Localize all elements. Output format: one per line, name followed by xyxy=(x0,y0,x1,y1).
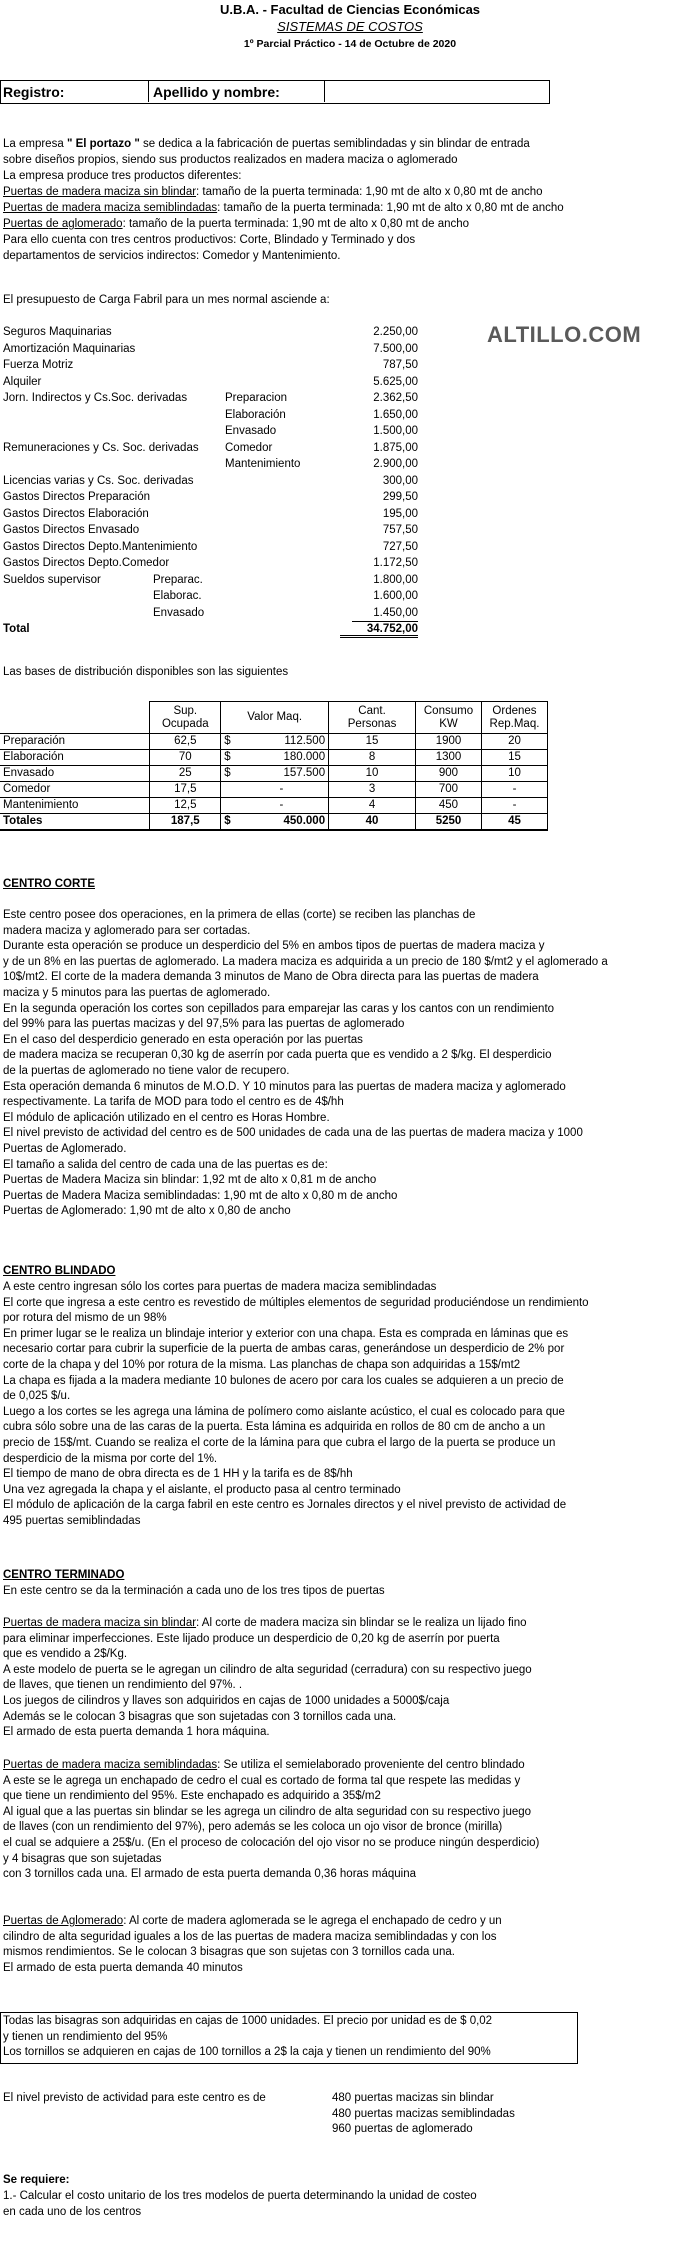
corte-line: de madera maciza se recuperan 0,30 kg de aserrín por cada puerta que es vendido a 2 $/kg. El desperdicio xyxy=(3,1049,552,1062)
blindado-line: En primer lugar se le realiza un blindaje interior y exterior con una chapa. Esta es comprada en láminas que es xyxy=(3,1327,569,1340)
blindado-line: La chapa es fijada a la madera mediante 10 bulones de acero por cara los cuales se adquieren a un precio de xyxy=(3,1374,564,1387)
corte-line: El nivel previsto de actividad del centro es de 500 unidades de cada una de las puertas de madera maciza y 1000 xyxy=(3,1127,583,1140)
product-name: Puertas de Aglomerado xyxy=(3,1915,124,1927)
intro-line: La empresa produce tres productos diferentes: xyxy=(3,170,242,182)
terminado-p2-line: con 3 tornillos cada una. El armado de esta puerta demanda 0,36 horas máquina xyxy=(3,1868,416,1881)
cell-kw: 5250 xyxy=(416,814,482,831)
blindado-line: precio de 15$/mt. Cuando se realiza el corte de la lámina para que cubra el largo de la puerta se produce un xyxy=(3,1437,556,1449)
cell-sup: 62,5 xyxy=(150,734,221,750)
blindado-line: Una vez agregada la chapa y el aislante, el producto pasa al centro terminado xyxy=(3,1483,401,1496)
corte-line: de la puertas de aglomerado no tiene valor de recupero. xyxy=(3,1065,290,1077)
corte-line: Puertas de Madera Maciza sin blindar: 1,92 mt de alto x 0,81 m de ancho xyxy=(3,1174,377,1187)
budget-concept: Fuerza Motriz xyxy=(3,359,74,371)
blindado-line: Luego a los cortes se les agrega una lámina de polímero como aislante acústico, el cual es colocado para que xyxy=(3,1405,565,1418)
budget-value: 787,50 xyxy=(382,359,418,371)
box-line: Los tornillos se adquieren en cajas de 100 tornillos a 2$ la caja y tienen un rendimiento del 90% xyxy=(3,2046,491,2059)
blindado-line: desperdicio de la misma por corte del 1%. xyxy=(3,1452,218,1465)
cell-ord: 15 xyxy=(481,750,547,766)
budget-subconcept: Envasado xyxy=(153,606,205,619)
cell-ord: - xyxy=(481,798,547,814)
cell-kw: 1300 xyxy=(416,750,482,766)
cell-cur: $ xyxy=(221,734,235,750)
budget-value: 1.650,00 xyxy=(373,408,418,421)
budget-value: 2.250,00 xyxy=(373,326,418,338)
budget-total-value: 34.752,00 xyxy=(340,623,418,638)
blindado-line: cubra sólo sobre una de las caras de la puerta. Esta lámina es adquirida en rollos de 80 cm de ancho a un xyxy=(3,1421,546,1434)
blindado-line: A este centro ingresan sólo los cortes para puertas de madera maciza semiblindadas xyxy=(3,1281,437,1293)
cell-kw: 1900 xyxy=(416,734,482,750)
company-name: " El portazo " xyxy=(66,138,140,150)
table-row xyxy=(0,750,548,766)
budget-subconcept: Preparac. xyxy=(153,573,203,586)
table-row xyxy=(0,782,548,798)
cell-val: - xyxy=(235,798,329,814)
corte-line: respectivamente. La tarifa de MOD para todo el centro es de 4$/hh xyxy=(3,1096,344,1109)
cell-kw: 700 xyxy=(416,782,482,798)
terminado-p1-first xyxy=(3,1617,527,1629)
blindado-line: necesario cortar para cubrir la superficie de la puerta de ambas caras, generándose un desperdicio de 2% por xyxy=(3,1343,565,1356)
budget-concept: Seguros Maquinarias xyxy=(3,326,112,338)
course-title: SISTEMAS DE COSTOS xyxy=(277,19,423,34)
blindado-line: por rotura del mismo de un 98% xyxy=(3,1312,167,1325)
registro-divider xyxy=(148,80,149,102)
cell-val: 450.000 xyxy=(235,814,329,831)
header-kw: Consumo KW xyxy=(416,702,482,734)
terminado-p1-line: A este modelo de puerta se le agregan un cilindro de alta seguridad (cerradura) con su respectivo juego xyxy=(3,1663,532,1676)
product-text: : Al corte de madera aglomerada se le agrega el enchapado de cedro y un xyxy=(123,1915,502,1927)
budget-value: 300,00 xyxy=(382,474,418,487)
corte-line: En la segunda operación los cortes son cepillados para emparejar las caras y los cantos con un rendimiento xyxy=(3,1002,555,1015)
blindado-line: El módulo de aplicación de la carga fabril en este centro es Jornales directos y el nivel previsto de actividad de xyxy=(3,1499,567,1512)
exam-subtitle: 1º Parcial Práctico - 14 de Octubre de 2020 xyxy=(243,38,457,50)
watermark: ALTILLO.COM xyxy=(487,322,642,347)
apellido-input[interactable] xyxy=(326,82,546,101)
budget-value: 2.900,00 xyxy=(373,458,418,470)
cell-cur xyxy=(221,782,235,798)
bases-intro: Las bases de distribución disponibles son las siguientes xyxy=(3,666,289,678)
budget-subconcept: Preparacion xyxy=(225,392,288,404)
header-sup: Sup. Ocupada xyxy=(150,702,221,734)
terminado-p1-line: de llaves, que tienen un rendimiento del 97%. . xyxy=(3,1679,243,1692)
budget-value: 727,50 xyxy=(382,540,418,553)
terminado-intro: En este centro se da la terminación a cada uno de los tres tipos de puertas xyxy=(3,1585,385,1597)
nivel-item: 480 puertas macizas sin blindar xyxy=(332,2092,494,2104)
corte-line: del 99% para las puertas macizas y del 97,5% para las puertas de aglomerado xyxy=(3,1018,405,1031)
product-desc: : tamaño de la puerta terminada: 1,90 mt de alto x 0,80 mt de ancho xyxy=(217,202,564,214)
budget-concept: Gastos Directos Depto.Comedor xyxy=(3,557,170,569)
product-desc: : tamaño de la puerta terminada: 1,90 mt de alto x 0,80 mt de ancho xyxy=(122,218,470,230)
nivel-item: 960 puertas de aglomerado xyxy=(332,2123,473,2136)
header-personas: Cant. Personas xyxy=(329,702,416,734)
box-line: Todas las bisagras son adquiridas en cajas de 1000 unidades. El precio por unidad es de $ 0,02 xyxy=(3,2015,493,2027)
product-name: Puertas de aglomerado xyxy=(3,218,123,230)
corte-line: 10$/mt2. El corte de la madera demanda 3 minutos de Mano de Obra directa para las puertas de madera xyxy=(3,971,539,984)
centers-line: Para ello cuenta con tres centros productivos: Corte, Blindado y Terminado y dos xyxy=(3,234,416,246)
cell-name: Preparación xyxy=(0,734,150,750)
product-name: Puertas de madera maciza semiblindadas xyxy=(3,202,218,214)
budget-value: 195,00 xyxy=(382,507,418,520)
budget-concept: Sueldos supervisor xyxy=(3,573,101,586)
cell-name: Mantenimiento xyxy=(0,798,150,814)
terminado-p3-first xyxy=(3,1915,502,1927)
budget-concept: Jorn. Indirectos y Cs.Soc. derivadas xyxy=(3,392,188,404)
budget-concept: Gastos Directos Preparación xyxy=(3,491,151,503)
budget-concept: Gastos Directos Envasado xyxy=(3,524,140,536)
product-name: Puertas de madera maciza sin blindar xyxy=(3,1617,197,1629)
terminado-p2-first xyxy=(3,1759,525,1771)
cell-sup: 187,5 xyxy=(150,814,221,831)
header-ordenes: Ordenes Rep.Maq. xyxy=(481,702,547,734)
budget-value: 1.600,00 xyxy=(373,590,418,602)
terminado-p2-line: A este se le agrega un enchapado de cedro el cual es cortado de forma tal que respete las medidas y xyxy=(3,1774,521,1787)
budget-value: 1.450,00 xyxy=(373,606,418,619)
header-valor: Valor Maq. xyxy=(221,702,329,734)
budget-value: 2.362,50 xyxy=(373,392,418,404)
cell-sup: 17,5 xyxy=(150,782,221,798)
product-name: Puertas de madera maciza semiblindadas xyxy=(3,1759,218,1771)
budget-concept: Remuneraciones y Cs. Soc. derivadas xyxy=(3,441,199,454)
product-text: : Al corte de madera maciza sin blindar se le realiza un lijado fino xyxy=(196,1617,527,1629)
corte-line: Durante esta operación se produce un desperdicio del 5% en ambos tipos de puertas de madera maciza y xyxy=(3,940,545,953)
cell-pers: 15 xyxy=(329,734,416,750)
budget-subconcept: Comedor xyxy=(225,441,273,454)
bisagras-box xyxy=(0,2012,578,2064)
budget-value: 757,50 xyxy=(382,524,418,536)
budget-concept: Licencias varias y Cs. Soc. derivadas xyxy=(3,474,194,487)
cell-sup: 70 xyxy=(150,750,221,766)
cell-kw: 450 xyxy=(416,798,482,814)
budget-concept: Gastos Directos Depto.Mantenimiento xyxy=(3,540,198,553)
budget-concept: Amortización Maquinarias xyxy=(3,342,136,355)
budget-total-label: Total xyxy=(3,623,30,635)
cell-sup: 12,5 xyxy=(150,798,221,814)
intro-line: sobre diseños propios, siendo sus productos realizados en madera maciza o aglomerado xyxy=(3,154,458,166)
corte-line: y de un 8% en las puertas de aglomerado. La madera maciza es adquirida a un precio de 180 $/mt2 y el aglomerado a xyxy=(3,955,608,968)
requiere-line: 1.- Calcular el costo unitario de los tres modelos de puerta determinando la unidad de costeo xyxy=(3,2190,477,2202)
cell-pers: 4 xyxy=(329,798,416,814)
cell-kw: 900 xyxy=(416,766,482,782)
cell-name: Envasado xyxy=(0,766,150,782)
corte-line: Este centro posee dos operaciones, en la primera de ellas (corte) se reciben las planchas de xyxy=(3,909,476,921)
cell-name: Elaboración xyxy=(0,750,150,766)
cell-cur: $ xyxy=(221,814,235,831)
budget-subconcept: Elaboración xyxy=(225,408,286,421)
cell-val: - xyxy=(235,782,329,798)
cell-name: Comedor xyxy=(0,782,150,798)
faculty-title: U.B.A. - Facultad de Ciencias Económicas xyxy=(219,2,481,17)
corte-line: El módulo de aplicación utilizado en el centro es Horas Hombre. xyxy=(3,1111,330,1124)
budget-value: 1.800,00 xyxy=(373,573,418,586)
budget-value: 5.625,00 xyxy=(373,375,418,388)
cell-pers: 3 xyxy=(329,782,416,798)
section-title-blindado: CENTRO BLINDADO xyxy=(3,1265,116,1277)
product-line xyxy=(3,186,543,198)
blindado-line: 495 puertas semiblindadas xyxy=(3,1515,141,1527)
section-title-terminado: CENTRO TERMINADO xyxy=(3,1569,125,1581)
nivel-item: 480 puertas macizas semiblindadas xyxy=(332,2107,515,2120)
section-title-corte: CENTRO CORTE xyxy=(3,878,95,890)
cell-ord: - xyxy=(481,782,547,798)
corte-line: El tamaño a salida del centro de cada una de las puertas es de: xyxy=(3,1158,328,1171)
product-text: : Se utiliza el semielaborado proveniente del centro blindado xyxy=(217,1759,525,1771)
corte-line: madera maciza y aglomerado para ser cortadas. xyxy=(3,924,251,937)
cell-ord: 45 xyxy=(481,814,547,831)
cell-cur: $ xyxy=(221,750,235,766)
corte-line: Puertas de Aglomerado. xyxy=(3,1143,127,1155)
blindado-line: de 0,025 $/u. xyxy=(3,1390,71,1403)
terminado-p2-line: de llaves (con un rendimiento del 97%), pero además se les coloca un ojo visor de bronce (mirilla) xyxy=(3,1821,503,1834)
blindado-line: El corte que ingresa a este centro es revestido de múltiples elementos de seguridad produciéndose un rendimiento xyxy=(3,1296,589,1309)
registro-label: Registro: xyxy=(3,84,65,100)
centers-line: departamentos de servicios indirectos: Comedor y Mantenimiento. xyxy=(3,250,341,262)
budget-value: 7.500,00 xyxy=(373,342,418,355)
budget-subconcept: Envasado xyxy=(225,425,277,437)
cell-pers: 10 xyxy=(329,766,416,782)
cell-sup: 25 xyxy=(150,766,221,782)
terminado-p1-line: que es vendido a 2$/Kg. xyxy=(3,1648,128,1661)
table-row xyxy=(0,766,548,782)
product-line xyxy=(3,202,564,214)
cell-ord: 20 xyxy=(481,734,547,750)
table-total-row xyxy=(0,814,548,831)
cell-val: 157.500 xyxy=(235,766,329,782)
cell-cur: $ xyxy=(221,766,235,782)
blindado-line: corte de la chapa y del 10% por rotura de la misma. Las planchas de chapa son adquiridas a 15$/mt2 xyxy=(3,1359,521,1371)
budget-value: 1.172,50 xyxy=(373,557,418,569)
product-desc: : tamaño de la puerta terminada: 1,90 mt de alto x 0,80 mt de ancho xyxy=(196,186,543,198)
terminado-p1-line: para eliminar imperfecciones. Este lijado produce un desperdicio de 0,20 kg de aserrín por puerta xyxy=(3,1632,500,1645)
corte-line: Puertas de Aglomerado: 1,90 mt de alto x 0,80 de ancho xyxy=(3,1205,291,1218)
cell-val: 112.500 xyxy=(235,734,329,750)
requiere-title: Se requiere: xyxy=(3,2174,70,2186)
terminado-p2-line: y 4 bisagras que son sujetadas xyxy=(3,1852,162,1865)
budget-value: 1.875,00 xyxy=(373,441,418,454)
corte-line: maciza y 5 minutos para las puertas de aglomerado. xyxy=(3,987,271,999)
terminado-p3-line: El armado de esta puerta demanda 40 minutos xyxy=(3,1961,243,1974)
nivel-label: El nivel previsto de actividad para este centro es de xyxy=(3,2092,266,2104)
apellido-divider xyxy=(324,80,325,102)
cell-name: Totales xyxy=(0,814,150,831)
corte-line: En el caso del desperdicio generado en esta operación por las puertas xyxy=(3,1033,363,1046)
corte-line: Puertas de Madera Maciza semiblindadas: 1,90 mt de alto x 0,80 m de ancho xyxy=(3,1189,398,1202)
terminado-p3-line: cilindro de alta seguridad iguales a los de las puertas de madera maciza semiblindadas y con los xyxy=(3,1930,497,1943)
budget-concept: Gastos Directos Elaboración xyxy=(3,507,149,520)
corte-line: Esta operación demanda 6 minutos de M.O.D. Y 10 minutos para las puertas de madera maciza y aglomerado xyxy=(3,1080,566,1093)
terminado-p2-line: que tiene un rendimiento del 95%. Este enchapado es adquirido a 35$/m2 xyxy=(3,1790,381,1803)
budget-value: 299,50 xyxy=(382,491,418,503)
product-line xyxy=(3,218,469,230)
budget-subconcept: Elaborac. xyxy=(153,590,202,602)
terminado-p3-line: mismos rendimientos. Se le colocan 3 bisagras que son sujetas con 3 tornillos cada una. xyxy=(3,1946,455,1959)
terminado-p2-line: Al igual que a las puertas sin blindar se les agrega un cilindro de alta seguridad con su respectivo juego xyxy=(3,1805,532,1818)
cell-ord: 10 xyxy=(481,766,547,782)
cell-val: 180.000 xyxy=(235,750,329,766)
apellido-label: Apellido y nombre: xyxy=(153,84,280,100)
cell-cur xyxy=(221,798,235,814)
intro-line: La empresa " El portazo " se dedica a la fabricación de puertas semiblindadas y sin blindar de entrada xyxy=(3,138,530,150)
box-line: y tienen un rendimiento del 95% xyxy=(3,2030,168,2043)
budget-subconcept: Mantenimiento xyxy=(225,458,301,470)
budget-concept: Alquiler xyxy=(3,375,42,388)
blindado-line: El tiempo de mano de obra directa es de 1 HH y la tarifa es de 8$/hh xyxy=(3,1468,353,1481)
cell-pers: 40 xyxy=(329,814,416,831)
terminado-p1-line: Además se le colocan 3 bisagras que son sujetadas con 3 tornillos cada una. xyxy=(3,1710,397,1723)
table-row xyxy=(0,798,548,814)
budget-total-rule xyxy=(352,621,418,622)
terminado-p1-line: Los juegos de cilindros y llaves son adquiridos en cajas de 1000 unidades a 5000$/caja xyxy=(3,1695,450,1707)
cell-pers: 8 xyxy=(329,750,416,766)
terminado-p1-line: El armado de esta puerta demanda 1 hora máquina. xyxy=(3,1726,270,1739)
requiere-line: en cada uno de los centros xyxy=(3,2205,142,2218)
terminado-p2-line: el cual se adquiere a 25$/u. (En el proceso de colocación del ojo visor no se produce ningún desperdicio) xyxy=(3,1837,540,1849)
budget-value: 1.500,00 xyxy=(373,425,418,437)
product-name: Puertas de madera maciza sin blindar xyxy=(3,186,197,198)
table-row xyxy=(0,734,548,750)
budget-intro: El presupuesto de Carga Fabril para un mes normal asciende a: xyxy=(3,294,330,306)
distribution-table xyxy=(0,701,548,831)
